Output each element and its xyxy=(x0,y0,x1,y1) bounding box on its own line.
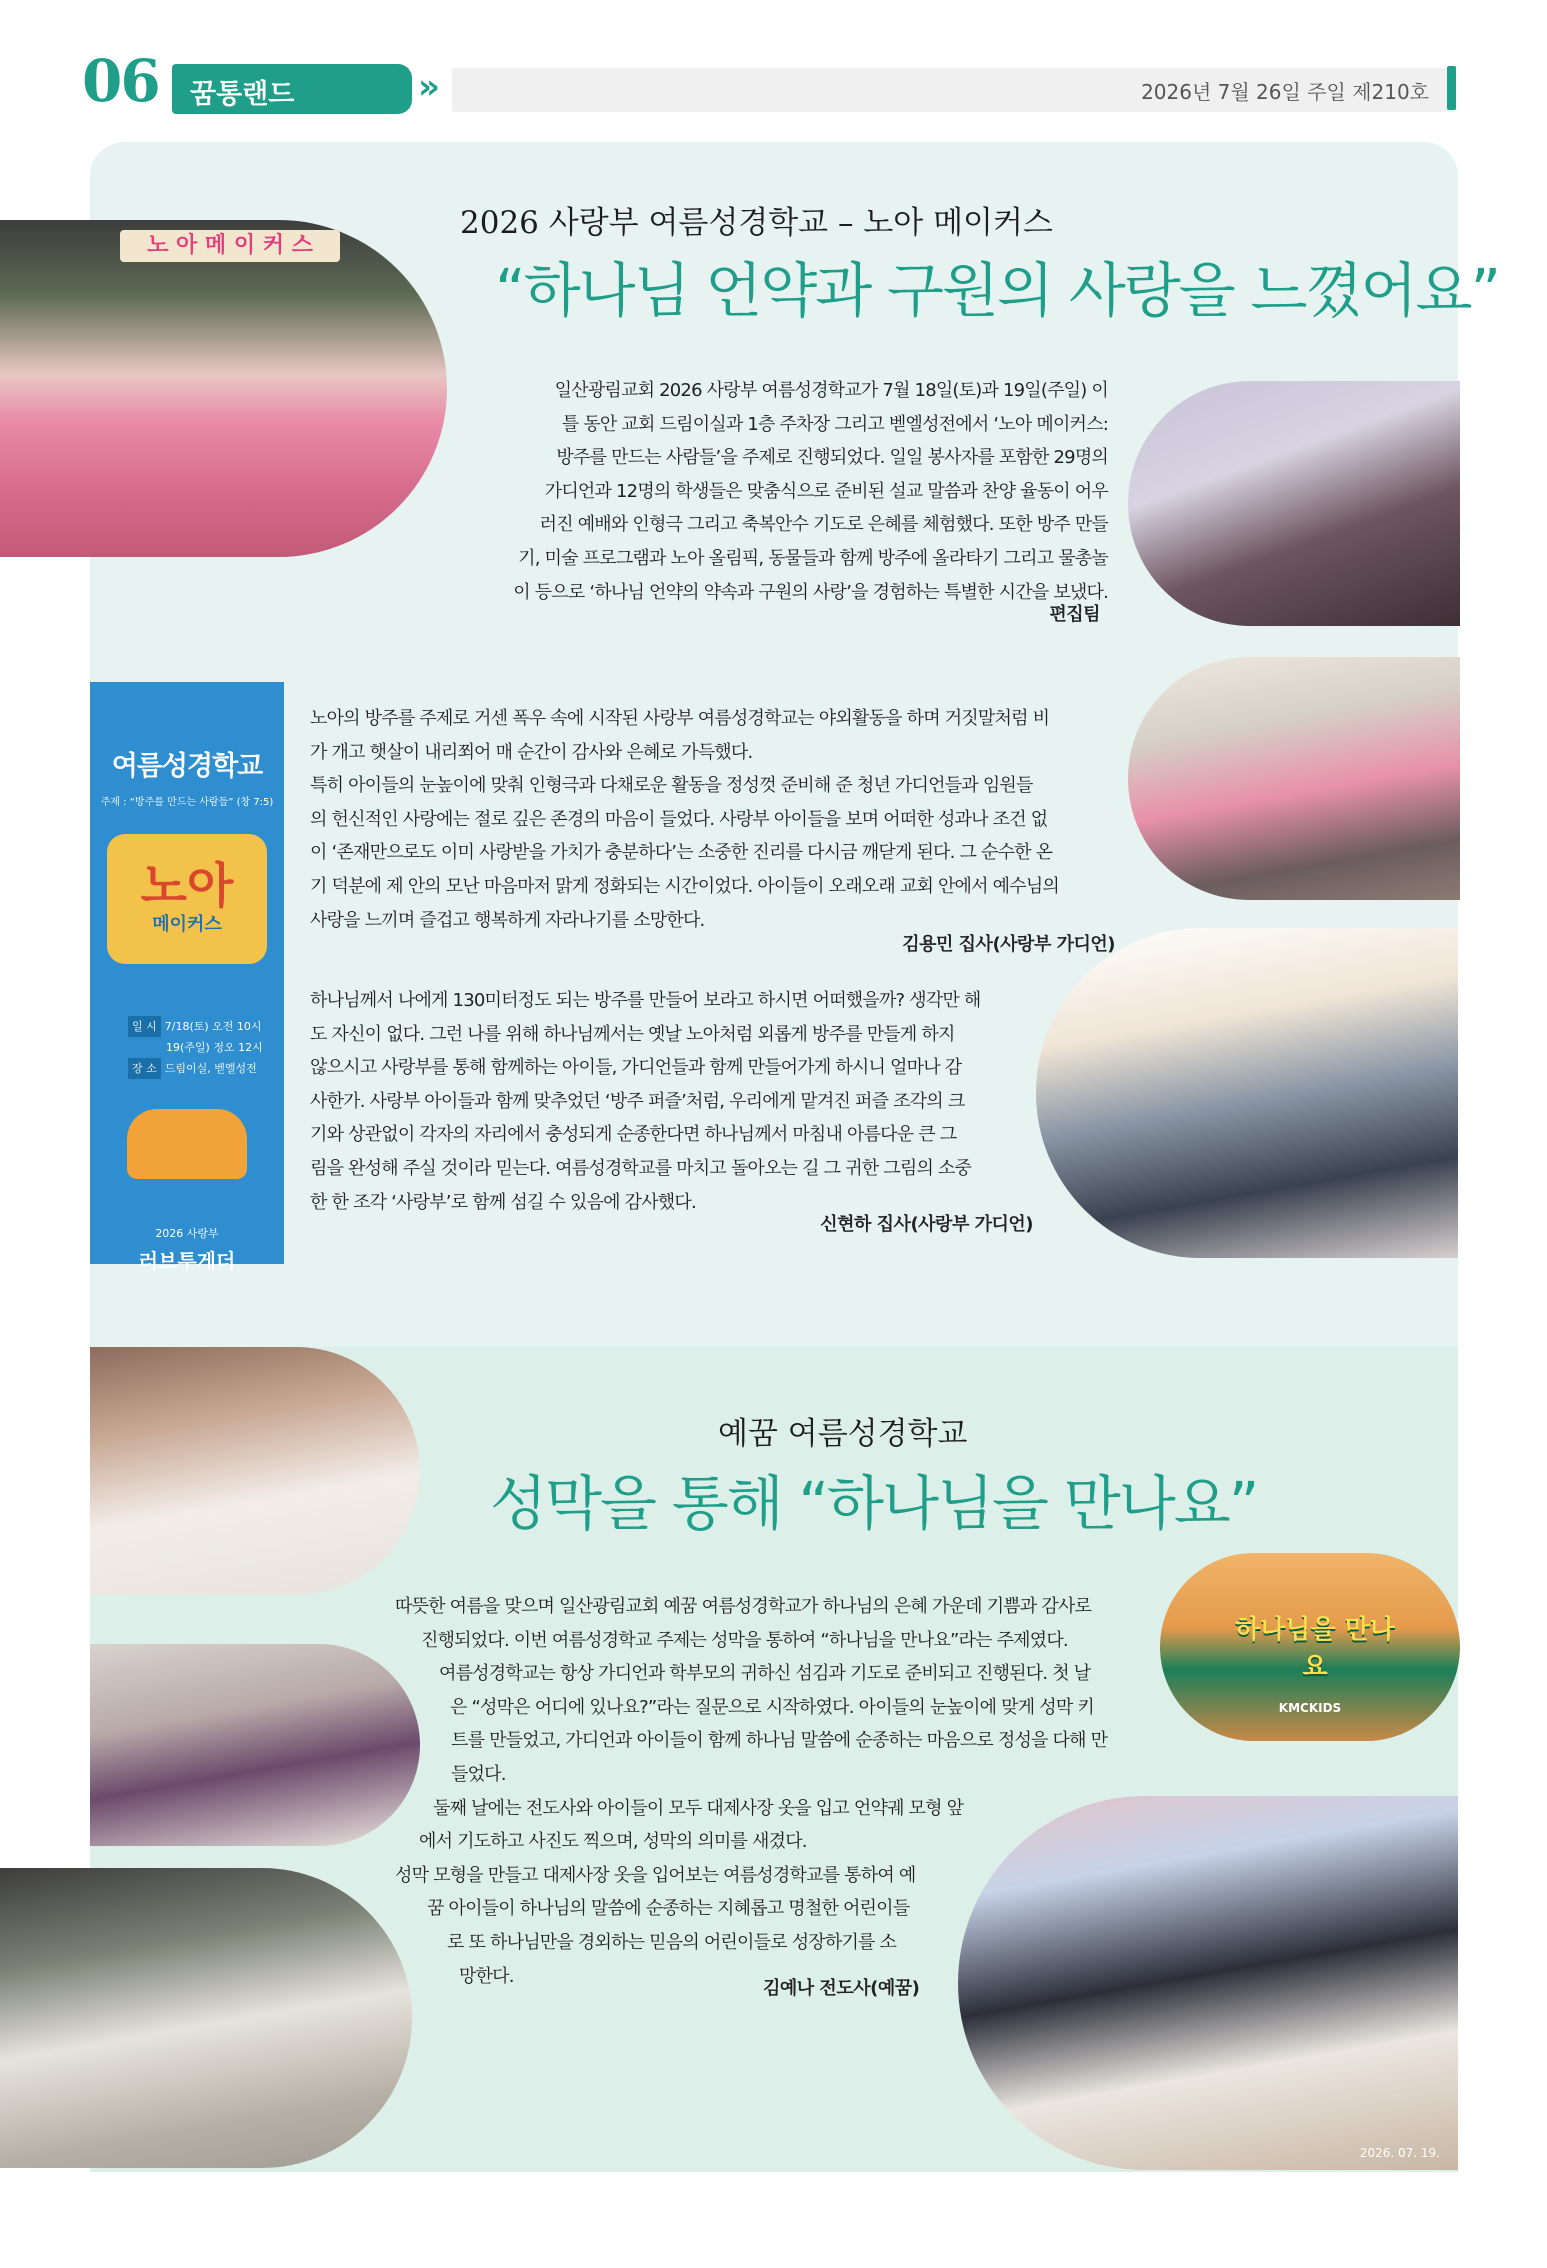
testimony1-line: 특히 아이들의 눈높이에 맞춰 인형극과 다채로운 활동을 정성껏 준비해 준 청년 가디언들과 임원들 xyxy=(310,775,1033,797)
theme-graphic-title: 하나님을 만나요 xyxy=(1235,1615,1395,1682)
poster-footer-small: 2026 사랑부 xyxy=(155,1227,219,1240)
body-line: 에서 기도하고 사진도 찍으며, 성막의 의미를 새겼다. xyxy=(419,1831,807,1853)
poster-place: 드림이실, 벧엘성전 xyxy=(164,1062,257,1075)
body-line: 성막 모형을 만들고 대제사장 옷을 입어보는 여름성경학교를 통하여 예 xyxy=(395,1864,916,1886)
testimony1-line: 사랑을 느끼며 즐겁고 행복하게 자라나기를 소망한다. xyxy=(310,909,705,931)
article1-intro xyxy=(428,374,1108,609)
article2-kicker: 예꿈 여름성경학교 xyxy=(718,1416,968,1452)
body-line: 은 “성막은 어디에 있나요?”라는 질문으로 시작하였다. 아이들의 눈높이에 맞게 성막 키 xyxy=(450,1696,1094,1718)
poster-logo-main: 노아 xyxy=(140,858,234,914)
section-tab: 꿈통랜드 xyxy=(172,64,412,114)
body-line: 들었다. xyxy=(451,1763,506,1785)
theme-graphic-brand: KMCKIDS xyxy=(1278,1701,1342,1715)
page-number: 06 xyxy=(82,47,159,115)
tabernacle-tent-photo xyxy=(90,1644,420,1846)
testimony2-signature: 신현하 집사(사랑부 가디언) xyxy=(820,1214,1033,1235)
body-line: 진행되었다. 이번 여름성경학교 주제는 성막을 통하여 “하나님을 만나요”라는 주제였다. xyxy=(421,1629,1068,1651)
testimony1-line: 노아의 방주를 주제로 거센 폭우 속에 시작된 사랑부 여름성경학교는 야외활동을 하며 거짓말처럼 비 xyxy=(310,708,1050,729)
header-end-mark xyxy=(1447,66,1456,110)
double-chevron-icon: » xyxy=(418,67,440,107)
intro-line: 방주를 만드는 사람들’을 주제로 진행되었다. 일일 봉사자를 포함한 29명의 xyxy=(556,447,1108,469)
testimony2-line: 도 자신이 없다. 그런 나를 위해 하나님께서는 옛날 노아처럼 외롭게 방주를 만들게 하지 xyxy=(310,1023,955,1045)
photo-date-stamp: 2026. 07. 19. xyxy=(1359,2146,1440,2160)
intro-signature: 편집팀 xyxy=(1049,604,1100,625)
kids-listening-photo xyxy=(90,1347,420,1595)
intro-line: 가디언과 12명의 학생들은 맞춤식으로 준비된 설교 말씀과 찬양 율동이 어우 xyxy=(544,480,1108,502)
issue-date: 2026년 7월 26일 주일 제210호 xyxy=(1141,80,1429,104)
poster-logo xyxy=(107,834,267,964)
testimony2-line: 한 한 조각 ‘사랑부’로 함께 섬길 수 있음에 감사했다. xyxy=(310,1191,696,1213)
photo-banner-text: 노 아 메 이 커 스 xyxy=(120,230,340,262)
poster-date-1: 7/18(토) 오전 10시 xyxy=(164,1020,262,1033)
poster-date-label: 일 시 xyxy=(128,1016,161,1037)
poster-character-illustration xyxy=(127,1109,247,1179)
blessing-prayer-photo xyxy=(1036,928,1458,1258)
body-line: 따뜻한 여름을 맞으며 일산광림교회 예꿈 여름성경학교가 하나님의 은혜 가운데 기쁨과 감사로 xyxy=(395,1596,1092,1617)
testimony1 xyxy=(310,702,1130,937)
testimony1-line: 의 헌신적인 사랑에는 절로 깊은 존경의 마음이 들었다. 사랑부 아이들을 보며 어떠한 성과나 조건 없 xyxy=(310,808,1048,830)
testimony1-line: 가 개고 햇살이 내리쬐어 매 순간이 감사와 은혜로 가득했다. xyxy=(310,741,753,763)
intro-line: 이 등으로 ‘하나님 언약의 약속과 구원의 사랑’을 경험하는 특별한 시간을 보냈다. xyxy=(513,581,1108,603)
poster-place-label: 장 소 xyxy=(128,1058,161,1079)
article2-body xyxy=(395,1590,1107,1993)
poster-date-2: 19(주일) 정오 12시 xyxy=(166,1041,263,1054)
testimony2-line: 하나님께서 나에게 130미터정도 되는 방주를 만들어 보라고 하시면 어떠했을까? 생각만 해 xyxy=(310,990,981,1011)
article1-kicker: 2026 사랑부 여름성경학교 – 노아 메이커스 xyxy=(460,205,1053,241)
testimony2-line: 않으시고 사랑부를 통해 함께하는 아이들, 가디언들과 함께 만들어가게 하시니 얼마나 감 xyxy=(310,1057,962,1079)
testimony1-signature: 김용민 집사(사랑부 가디언) xyxy=(902,934,1115,955)
body-line: 꿈 아이들이 하나님의 말씀에 순종하는 지혜롭고 명철한 어린이들 xyxy=(427,1898,910,1920)
poster-logo-sub: 메이커스 xyxy=(152,914,222,935)
body-line: 둘째 날에는 전도사와 아이들이 모두 대제사장 옷을 입고 언약궤 모형 앞 xyxy=(433,1797,964,1819)
activity-photo xyxy=(1128,657,1460,900)
testimony1-line: 기 덕분에 제 안의 모난 마음마저 맑게 정화되는 시간이었다. 아이들이 오래오래 교회 안에서 예수님의 xyxy=(310,875,1060,897)
intro-line: 기, 미술 프로그램과 노아 올림픽, 동물들과 함께 방주에 올라타기 그리고 물총놀 xyxy=(518,547,1108,569)
poster-info xyxy=(90,1016,284,1079)
vbs-poster xyxy=(90,682,284,1273)
body-line: 망한다. xyxy=(459,1965,514,1987)
testimony2-line: 사한가. 사랑부 아이들과 함께 맞추었던 ‘방주 퍼즐’처럼, 우리에게 맡겨진 퍼즐 조각의 크 xyxy=(310,1090,965,1112)
intro-line: 틀 동안 교회 드림이실과 1층 주차장 그리고 벧엘성전에서 ‘노아 메이커스: xyxy=(561,413,1108,435)
intro-line: 일산광림교회 2026 사랑부 여름성경학교가 7월 18일(토)과 19일(주일) 이 xyxy=(554,380,1108,401)
poster-footer-big: 러브투게더 xyxy=(138,1249,236,1273)
worship-photo xyxy=(1128,381,1460,626)
poster-title: 여름성경학교 xyxy=(111,751,263,782)
kids-sitting-photo xyxy=(0,1868,412,2168)
body-line: 여름성경학교는 항상 가디언과 학부모의 귀하신 섬김과 기도로 준비되고 진행된다. 첫 날 xyxy=(439,1663,1091,1685)
testimony2 xyxy=(310,984,1030,1219)
article2-headline: 성막을 통해 “하나님을 만나요” xyxy=(490,1469,1258,1538)
article1-headline: “하나님 언약과 구원의 사랑을 느꼈어요” xyxy=(495,256,1500,325)
group-photo-noah-makers xyxy=(0,220,447,557)
article2-signature: 김예나 전도사(예꿈) xyxy=(763,1978,920,1999)
intro-line: 러진 예배와 인형극 그리고 축복안수 기도로 은혜를 체험했다. 또한 방주 만들 xyxy=(539,514,1108,536)
body-line: 트를 만들었고, 가디언과 아이들이 함께 하나님 말씀에 순종하는 마음으로 정성을 다해 만 xyxy=(451,1730,1108,1752)
testimony2-line: 림을 완성해 주실 것이라 믿는다. 여름성경학교를 마치고 돌아오는 길 그 귀한 그림의 소중 xyxy=(310,1157,972,1179)
body-line: 로 또 하나님만을 경외하는 믿음의 어린이들로 성장하기를 소 xyxy=(447,1931,897,1953)
poster-subtitle: 주제 : “방주를 만드는 사람들” (창 7:5) xyxy=(100,797,274,808)
testimony1-line: 이 ‘존재만으로도 이미 사랑받을 가치가 충분하다’는 소중한 진리를 다시금 깨닫게 된다. 그 순수한 온 xyxy=(310,842,1053,864)
testimony2-line: 기와 상관없이 각자의 자리에서 충성되게 순종한다면 하나님께서 마침내 아름다운 큰 그 xyxy=(310,1124,957,1146)
theme-graphic xyxy=(1160,1553,1460,1741)
